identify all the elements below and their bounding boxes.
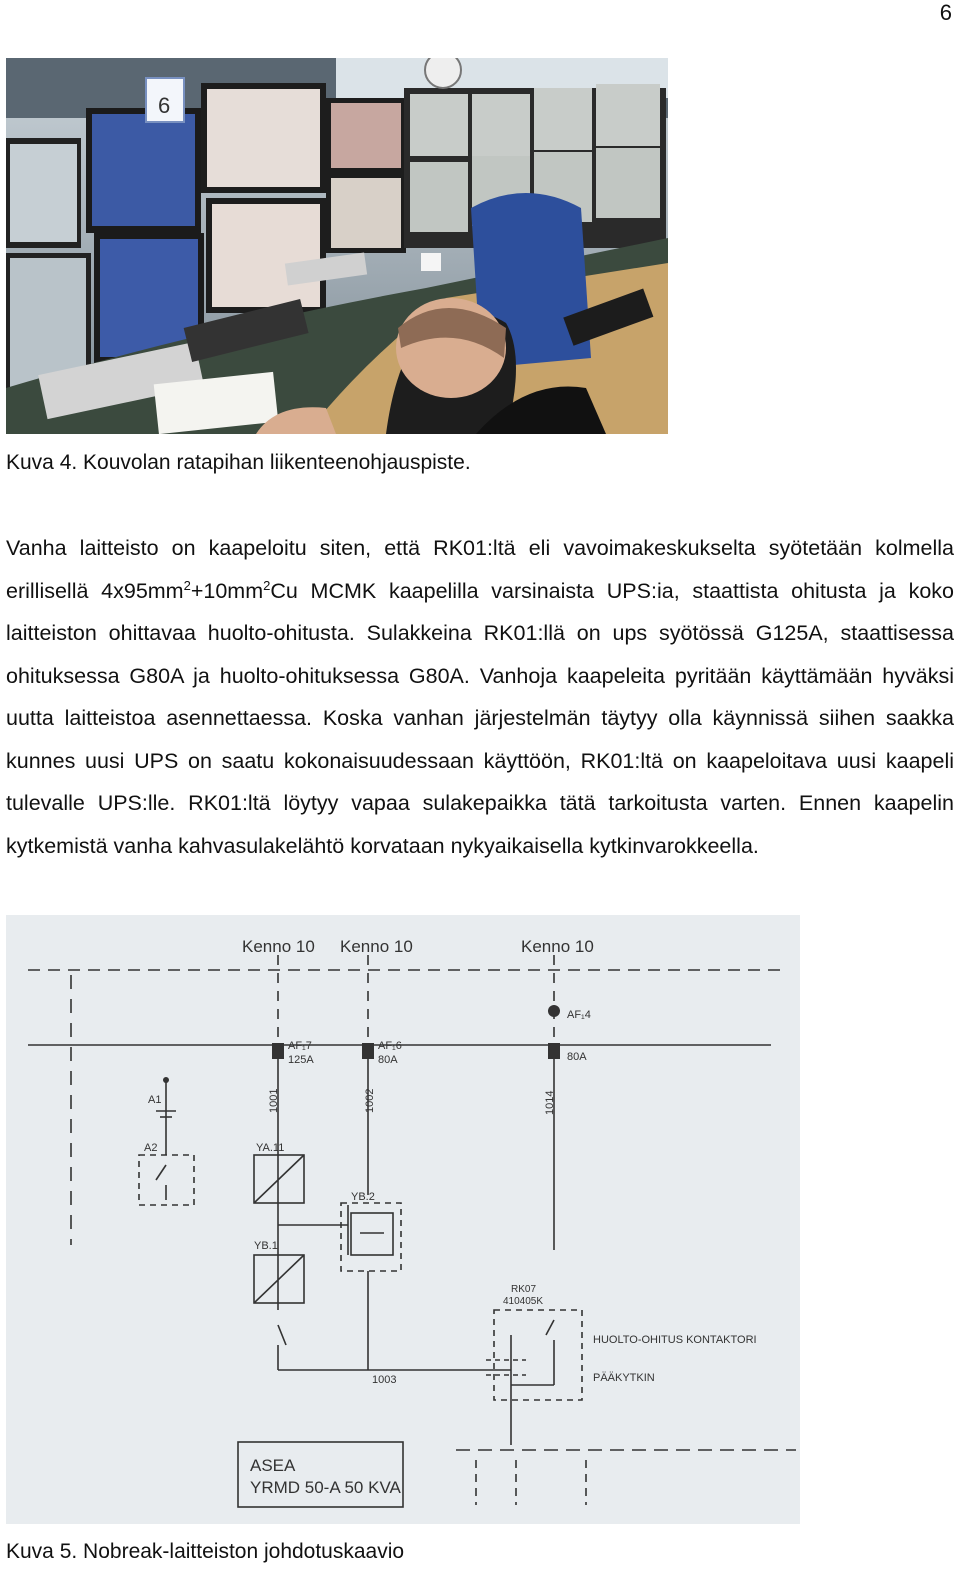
cable-1014: 1014 [544,1090,556,1115]
fuse-1-rating: 125A [288,1054,314,1066]
fuse-1-name: AF₁7 [288,1040,312,1052]
label-paakytkin: PÄÄKYTKIN [593,1372,655,1384]
body-paragraph [6,527,954,867]
label-a1: A1 [148,1094,162,1106]
figure-5-caption: Kuva 5. Nobreak-laitteiston johdotuskaavio [6,1540,405,1563]
asea-label: ASEA [250,1456,296,1475]
superscript-2: 2 [263,577,271,593]
wiring-diagram [6,915,800,1524]
label-rk07: RK07 [511,1284,537,1295]
label-ya11: YA.11 [256,1142,285,1154]
superscript-1: 2 [183,577,191,593]
page-number: 6 [939,0,952,25]
fuse-3-rating: 80A [567,1051,587,1063]
asea-model: YRMD 50-A 50 KVA [250,1478,401,1497]
kenno-label-2: Kenno 10 [340,937,413,956]
calendar-digit: 6 [158,93,171,118]
kenno-label-1: Kenno 10 [242,937,315,956]
label-huolto-ohitus: HUOLTO-OHITUS KONTAKTORI [593,1334,757,1346]
control-room-illustration [6,58,668,434]
figure-4-caption: Kuva 4. Kouvolan ratapihan liikenteenohjauspiste. [6,451,471,474]
fuse-2-name: AF₁6 [378,1040,402,1052]
label-yb2: YB.2 [351,1191,375,1203]
fuse-2-rating: 80A [378,1054,398,1066]
paragraph-part-1: Vanha laitteisto on kaapeloitu siten, että RK01:ltä eli vavoimakeskukselta syötetään kolmella erillisellä 4x95mm [6,536,954,603]
paragraph-part-2: +10mm [190,578,264,603]
cable-1002: 1002 [364,1088,376,1113]
cable-1001: 1001 [268,1088,280,1113]
label-a2: A2 [144,1142,158,1154]
label-rk07-code: 410405K [503,1296,544,1307]
kenno-label-3: Kenno 10 [521,937,594,956]
control-room-photo [6,58,668,434]
paragraph-part-3: Cu MCMK kaapelilla varsinaista UPS:ia, staattista ohitusta ja koko laitteiston ohittavaa huolto-ohitusta. Sulakkeina RK01:llä on ups syötössä G125A, staattisessa ohituksessa G80A ja huolto-ohituksessa G80A. Vanhoja kaapeleita pyritään käyttämään hyväksi uutta laitteistoa asennettaessa. Koska vanhan järjestelmän täytyy olla käynnissä siihen saakka kunnes uusi UPS on saatu kokonaisuudessaan käyttöön, RK01:ltä on kaapeloitava uusi kaapeli tulevalle UPS:lle. RK01:ltä löytyy vapaa sulakepaikka tätä tarkoitusta varten. Ennen kaapelin kytkemistä vanha kahvasulakelähtö korvataan nykyaikaisella kytkinvarokkeella. [6,578,954,858]
wiring-diagram-drawing [6,915,800,1524]
label-yb1: YB.1 [254,1240,278,1252]
fuse-3-name: AF₁4 [567,1009,591,1021]
cable-1003: 1003 [372,1374,397,1386]
